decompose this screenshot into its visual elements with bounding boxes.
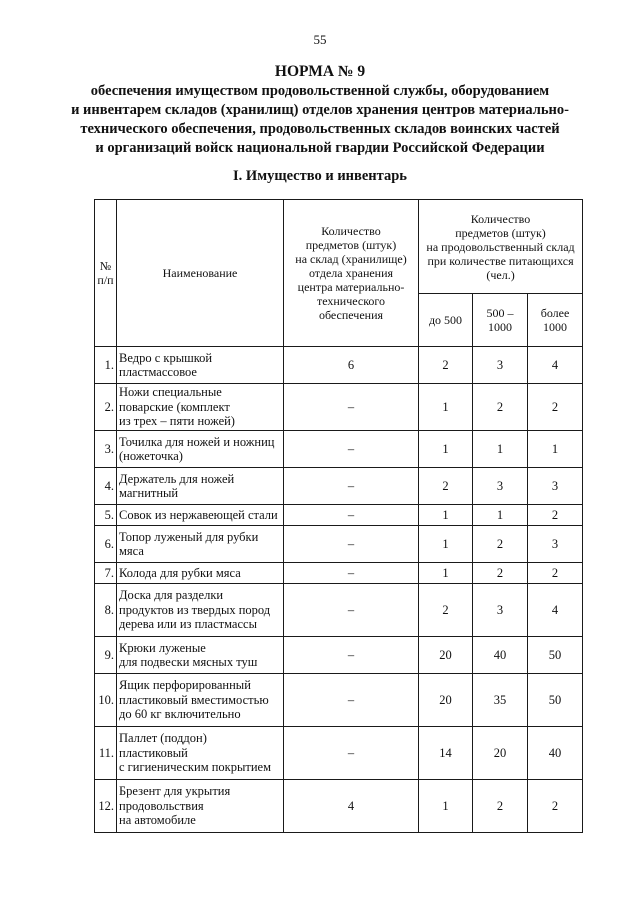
subtitle-line: и организаций войск национальной гвардии Российской Федерации bbox=[95, 140, 545, 156]
quantity-500-1000: 1 bbox=[473, 505, 528, 526]
center-quantity: – bbox=[284, 505, 419, 526]
center-quantity: – bbox=[284, 384, 419, 431]
item-name-line: магнитный bbox=[119, 486, 179, 500]
header-over-1000: более 1000 bbox=[528, 294, 583, 347]
table-row bbox=[95, 505, 583, 526]
item-name bbox=[117, 637, 284, 674]
header-number: № п/п bbox=[95, 200, 117, 347]
quantity-under-500: 1 bbox=[419, 780, 473, 833]
quantity-500-1000: 2 bbox=[473, 526, 528, 563]
quantity-under-500: 2 bbox=[419, 584, 473, 637]
table-row bbox=[95, 468, 583, 505]
table-row bbox=[95, 637, 583, 674]
item-name-line: Колода для рубки мяса bbox=[119, 565, 241, 580]
table-row bbox=[95, 347, 583, 384]
item-name-line: продовольствия bbox=[119, 798, 204, 813]
document-title: НОРМА № 9 bbox=[274, 63, 366, 80]
center-quantity: – bbox=[284, 584, 419, 637]
quantity-over-1000: 1 bbox=[528, 431, 583, 468]
table-body bbox=[95, 347, 583, 833]
item-name bbox=[117, 584, 284, 637]
quantity-over-1000: 4 bbox=[528, 347, 583, 384]
quantity-under-500: 14 bbox=[419, 727, 473, 780]
quantity-over-1000: 3 bbox=[528, 526, 583, 563]
quantity-500-1000: 20 bbox=[473, 727, 528, 780]
quantity-500-1000: 2 bbox=[473, 780, 528, 833]
quantity-under-500: 1 bbox=[419, 431, 473, 468]
header-warehouse-quantity: Количество предметов (штук) на продовольственный склад при количестве питающихся (чел.) bbox=[419, 200, 583, 294]
subtitle-line: технического обеспечения, продовольственных складов воинских частей bbox=[80, 121, 560, 137]
item-name-line: Совок из нержавеющей стали bbox=[119, 507, 278, 522]
item-name-line: Ножи специальные bbox=[119, 385, 222, 400]
quantity-under-500: 20 bbox=[419, 674, 473, 727]
header-name: Наименование bbox=[117, 200, 284, 347]
item-name bbox=[117, 563, 284, 584]
item-name-line: пластиковый bbox=[119, 745, 188, 760]
section-title: I. Имущество и инвентарь bbox=[233, 168, 407, 184]
table-row bbox=[95, 727, 583, 780]
item-name-line: дерева или из пластмассы bbox=[119, 617, 257, 632]
page-number: 55 bbox=[313, 32, 327, 47]
center-quantity: – bbox=[284, 563, 419, 584]
item-name-line: (ножеточка) bbox=[119, 449, 183, 463]
center-quantity: 6 bbox=[284, 347, 419, 384]
quantity-500-1000: 2 bbox=[473, 563, 528, 584]
quantity-over-1000: 40 bbox=[528, 727, 583, 780]
quantity-under-500: 2 bbox=[419, 347, 473, 384]
item-name-line: пластмассовое bbox=[119, 365, 197, 379]
quantity-under-500: 1 bbox=[419, 563, 473, 584]
table-row bbox=[95, 674, 583, 727]
row-number: 9. bbox=[95, 637, 117, 674]
item-name-line: мяса bbox=[119, 544, 144, 558]
header-500-1000: 500 – 1000 bbox=[473, 294, 528, 347]
quantity-over-1000: 50 bbox=[528, 674, 583, 727]
quantity-under-500: 20 bbox=[419, 637, 473, 674]
quantity-500-1000: 3 bbox=[473, 584, 528, 637]
item-name bbox=[117, 780, 284, 833]
item-name bbox=[117, 526, 284, 563]
header-center-quantity: Количество предметов (штук) на склад (хранилище) отдела хранения центра материально- технического обеспечения bbox=[284, 200, 419, 347]
row-number: 5. bbox=[95, 505, 117, 526]
center-quantity: – bbox=[284, 431, 419, 468]
row-number: 2. bbox=[95, 384, 117, 431]
item-name-line: Крюки луженые bbox=[119, 640, 206, 655]
item-name-line: на автомобиле bbox=[119, 813, 196, 828]
row-number: 6. bbox=[95, 526, 117, 563]
item-name-line: продуктов из твердых пород bbox=[119, 602, 271, 617]
subtitle-line: обеспечения имуществом продовольственной службы, оборудованием bbox=[90, 83, 550, 99]
item-name-line: с гигиеническим покрытием bbox=[119, 760, 271, 775]
quantity-over-1000: 2 bbox=[528, 563, 583, 584]
item-name bbox=[117, 505, 284, 526]
table-row bbox=[95, 384, 583, 431]
center-quantity: – bbox=[284, 727, 419, 780]
item-name-line: поварские (комплект bbox=[119, 399, 230, 414]
item-name bbox=[117, 347, 284, 384]
quantity-over-1000: 2 bbox=[528, 505, 583, 526]
center-quantity: – bbox=[284, 468, 419, 505]
item-name-line: Ящик перфорированный bbox=[119, 678, 251, 693]
document-subtitle bbox=[40, 82, 600, 158]
row-number: 7. bbox=[95, 563, 117, 584]
row-number: 1. bbox=[95, 347, 117, 384]
row-number: 12. bbox=[95, 780, 117, 833]
row-number: 11. bbox=[95, 727, 117, 780]
center-quantity: – bbox=[284, 637, 419, 674]
quantity-500-1000: 35 bbox=[473, 674, 528, 727]
item-name-line: Точилка для ножей и ножниц bbox=[119, 434, 275, 449]
quantity-over-1000: 4 bbox=[528, 584, 583, 637]
norm-table bbox=[94, 199, 583, 833]
quantity-500-1000: 3 bbox=[473, 468, 528, 505]
item-name bbox=[117, 674, 284, 727]
table-row bbox=[95, 563, 583, 584]
item-name-line: Паллет (поддон) bbox=[119, 731, 207, 746]
header-under-500: до 500 bbox=[419, 294, 473, 347]
quantity-under-500: 1 bbox=[419, 505, 473, 526]
item-name bbox=[117, 468, 284, 505]
table-row bbox=[95, 780, 583, 833]
item-name-line: из трех – пяти ножей) bbox=[119, 414, 235, 429]
quantity-over-1000: 50 bbox=[528, 637, 583, 674]
row-number: 3. bbox=[95, 431, 117, 468]
item-name-line: Держатель для ножей bbox=[119, 471, 235, 486]
item-name-line: для подвески мясных туш bbox=[119, 655, 258, 669]
quantity-500-1000: 1 bbox=[473, 431, 528, 468]
item-name-line: Ведро с крышкой bbox=[119, 350, 213, 365]
subtitle-line: и инвентарем складов (хранилищ) отделов хранения центров материально- bbox=[71, 102, 569, 118]
row-number: 10. bbox=[95, 674, 117, 727]
item-name-line: пластиковый вместимостью bbox=[119, 692, 269, 707]
item-name bbox=[117, 727, 284, 780]
quantity-500-1000: 2 bbox=[473, 384, 528, 431]
item-name-line: Доска для разделки bbox=[119, 588, 224, 603]
quantity-under-500: 2 bbox=[419, 468, 473, 505]
table-row bbox=[95, 584, 583, 637]
center-quantity: 4 bbox=[284, 780, 419, 833]
quantity-500-1000: 3 bbox=[473, 347, 528, 384]
row-number: 4. bbox=[95, 468, 117, 505]
row-number: 8. bbox=[95, 584, 117, 637]
item-name-line: Брезент для укрытия bbox=[119, 784, 231, 799]
quantity-over-1000: 2 bbox=[528, 780, 583, 833]
quantity-over-1000: 3 bbox=[528, 468, 583, 505]
item-name bbox=[117, 431, 284, 468]
center-quantity: – bbox=[284, 526, 419, 563]
table-row bbox=[95, 431, 583, 468]
quantity-under-500: 1 bbox=[419, 526, 473, 563]
item-name bbox=[117, 384, 284, 431]
item-name-line: Топор луженый для рубки bbox=[119, 529, 259, 544]
table-row bbox=[95, 526, 583, 563]
quantity-under-500: 1 bbox=[419, 384, 473, 431]
center-quantity: – bbox=[284, 674, 419, 727]
item-name-line: до 60 кг включительно bbox=[119, 707, 241, 722]
quantity-500-1000: 40 bbox=[473, 637, 528, 674]
quantity-over-1000: 2 bbox=[528, 384, 583, 431]
